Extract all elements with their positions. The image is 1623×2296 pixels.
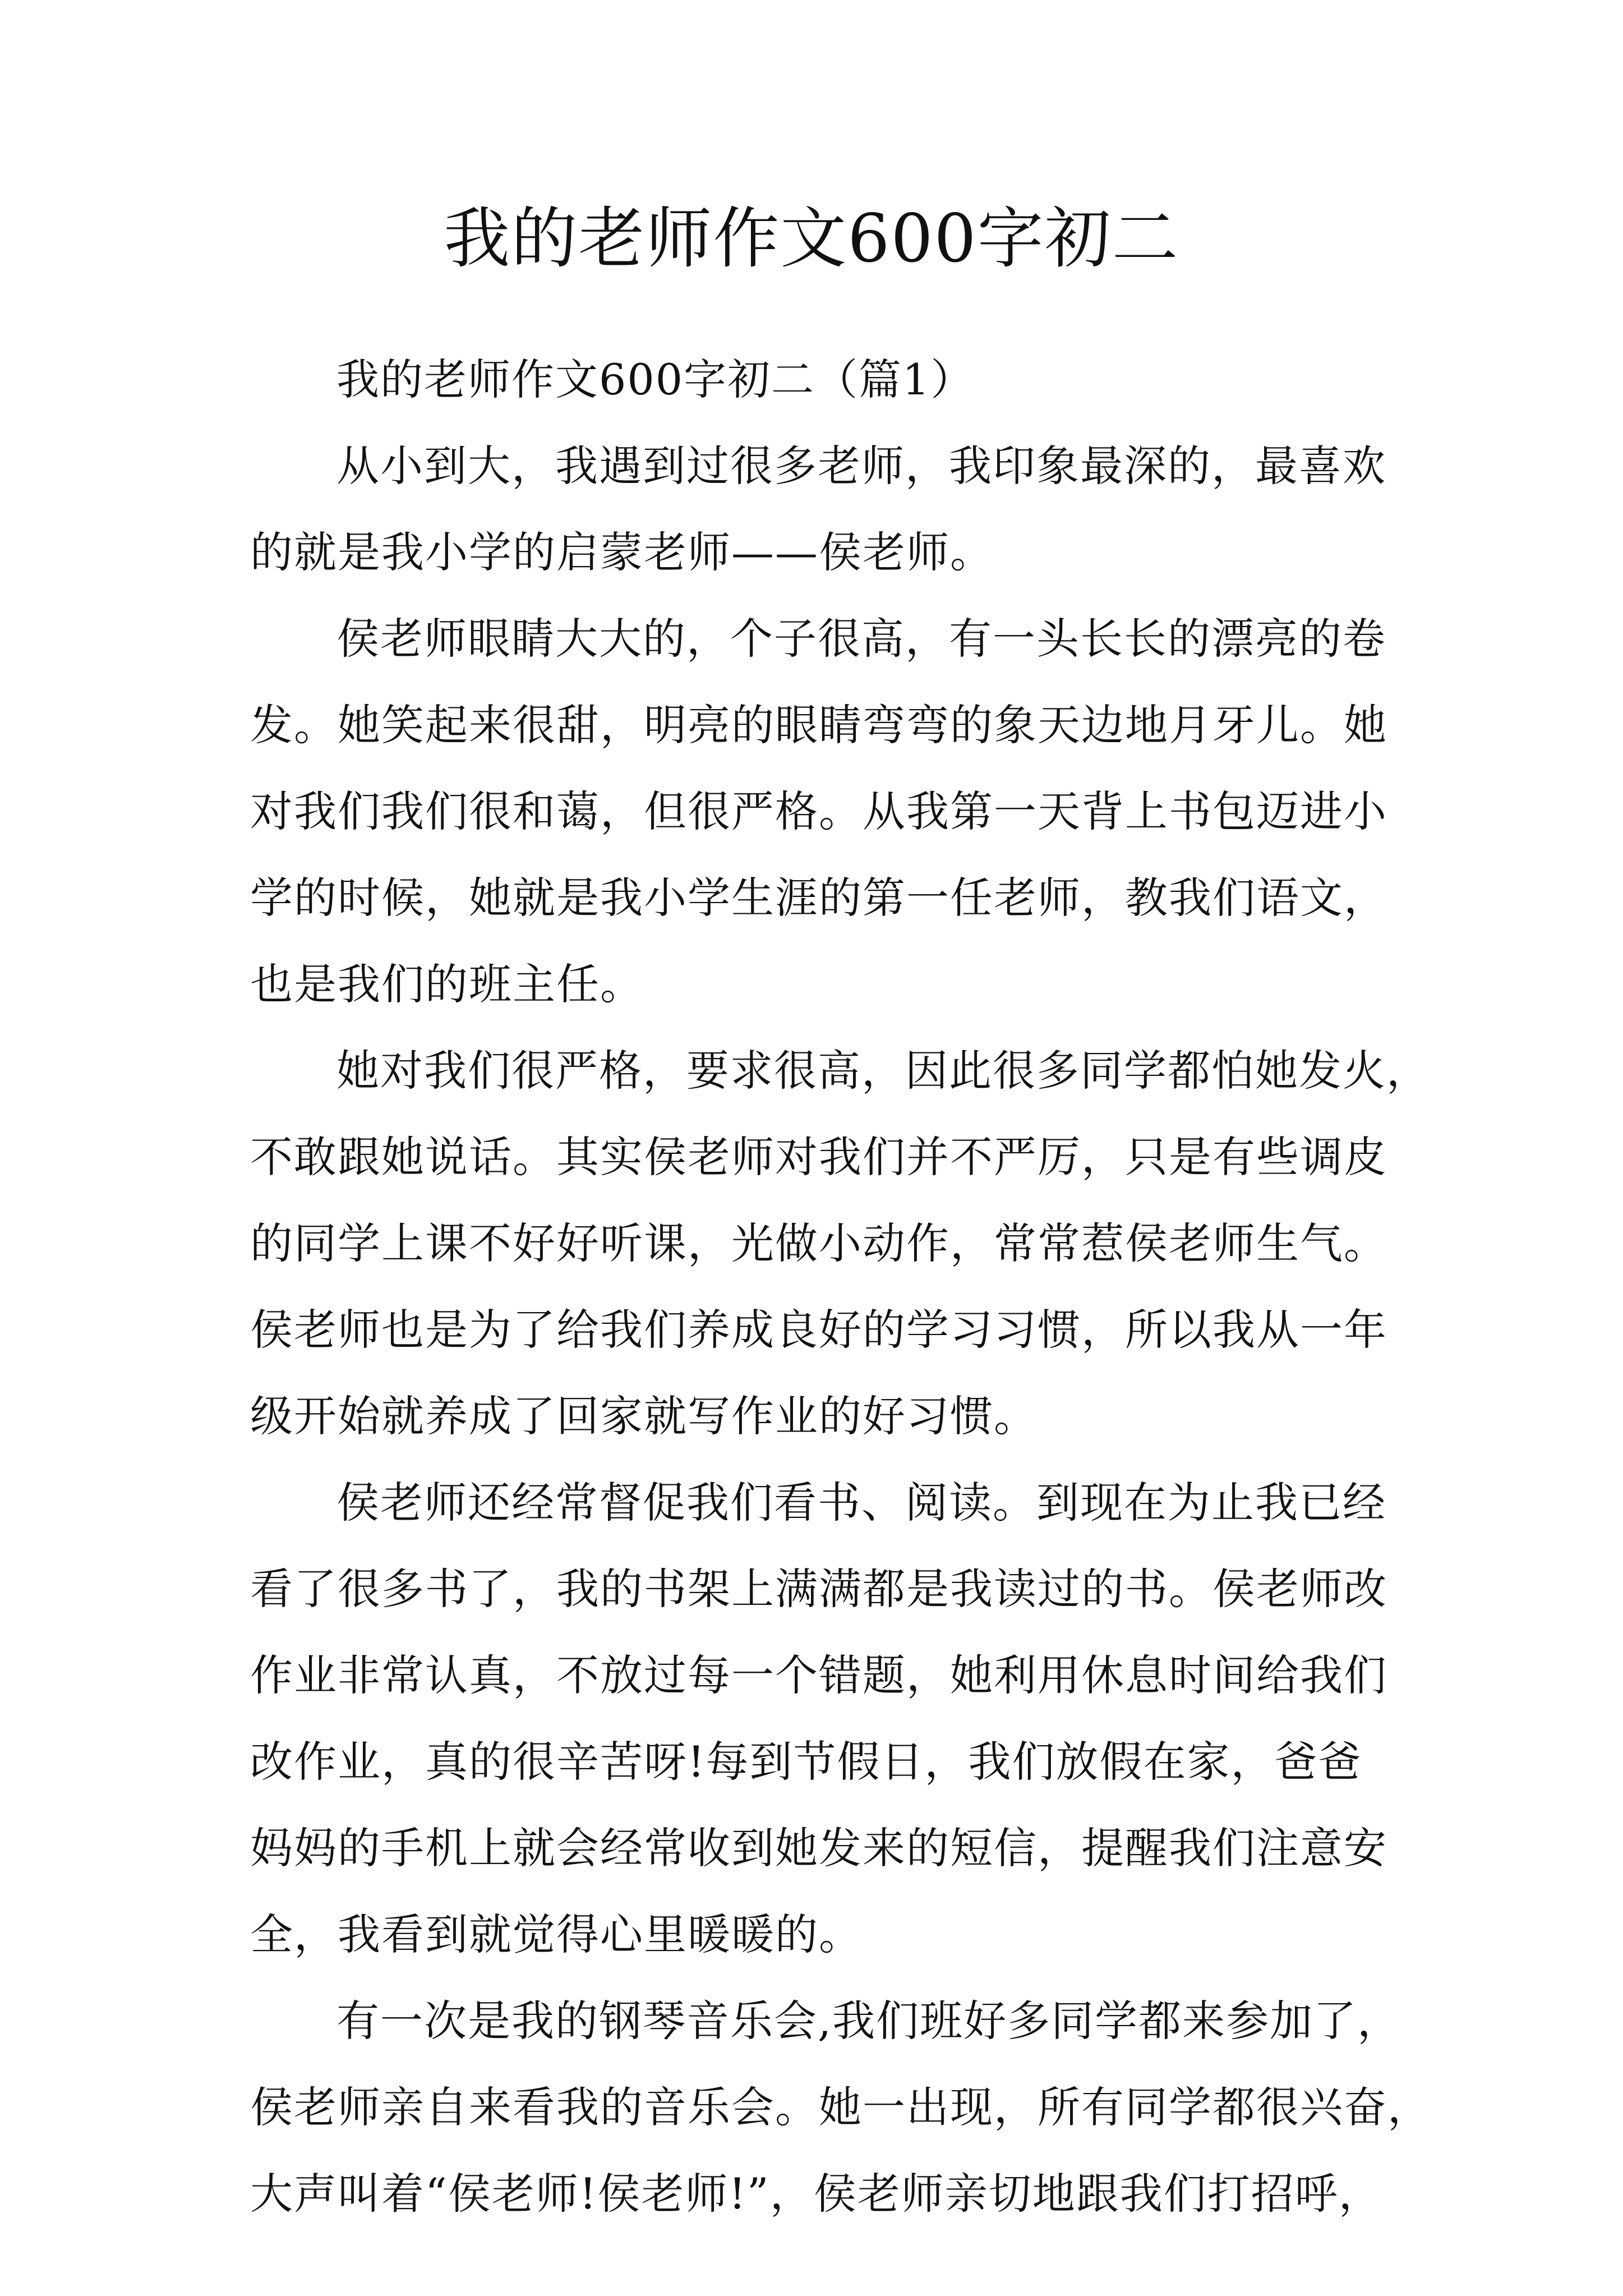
paragraph-line: 学的时候，她就是我小学生涯的第一任老师，教我们语文，: [250, 873, 1387, 923]
paragraph-line: 侯老师还经常督促我们看书、阅读。到现在为止我已经: [336, 1478, 1386, 1527]
paragraph: [250, 1460, 1400, 1978]
paragraph-line: 看了很多书了，我的书架上满满都是我读过的书。侯老师改: [250, 1564, 1387, 1614]
paragraph-line: 的就是我小学的启蒙老师——侯老师。: [250, 527, 994, 577]
paragraph-line: 也是我们的班主任。: [250, 959, 644, 1009]
paragraph: [250, 1978, 1431, 2237]
section-heading: 我的老师作文600字初二（篇1）: [336, 355, 975, 404]
paragraph: [250, 596, 1400, 1028]
paragraph-line: 作业非常认真，不放过每一个错题，她利用休息时间给我们: [250, 1650, 1387, 1700]
paragraph-line: 不敢跟她说话。其实侯老师对我们并不严厉，只是有些调皮: [250, 1132, 1387, 1182]
paragraph-line: 的同学上课不好好听课，光做小动作，常常惹侯老师生气。: [250, 1218, 1387, 1268]
paragraph: [250, 1028, 1430, 1460]
paragraph-line: 从小到大，我遇到过很多老师，我印象最深的，最喜欢: [336, 441, 1386, 491]
paragraph-line: 对我们我们很和蔼，但很严格。从我第一天背上书包迈进小: [250, 786, 1387, 836]
paragraph-line: 她对我们很严格，要求很高，因此很多同学都怕她发火，: [336, 1046, 1430, 1096]
paragraph-line: 侯老师眼睛大大的，个子很高，有一头长长的漂亮的卷: [336, 614, 1386, 664]
paragraph: [250, 423, 1400, 596]
document-title: 我的老师作文600字初二: [444, 200, 1179, 277]
paragraph-line: 侯老师也是为了给我们养成良好的学习习惯，所以我从一年: [250, 1305, 1387, 1355]
paragraph-line: 有一次是我的钢琴音乐会,我们班好多同学都来参加了，: [336, 1996, 1401, 2046]
paragraph-line: 发。她笑起来很甜，明亮的眼睛弯弯的象天边地月牙儿。她: [250, 700, 1387, 750]
paragraph-line: 大声叫着“侯老师!侯老师!”，侯老师亲切地跟我们打招呼，: [250, 2169, 1382, 2219]
paragraph-line: 妈妈的手机上就会经常收到她发来的短信，提醒我们注意安: [250, 1823, 1387, 1873]
document-body: [250, 337, 1431, 2237]
paragraph-line: 侯老师亲自来看我的音乐会。她一出现，所有同学都很兴奋，: [250, 2082, 1431, 2132]
paragraph-line: 改作业，真的很辛苦呀!每到节假日，我们放假在家，爸爸: [250, 1737, 1362, 1787]
paragraph-line: 全，我看到就觉得心里暖暖的。: [250, 1910, 863, 1959]
paragraph-line: 级开始就养成了回家就写作业的好习惯。: [250, 1391, 1038, 1441]
